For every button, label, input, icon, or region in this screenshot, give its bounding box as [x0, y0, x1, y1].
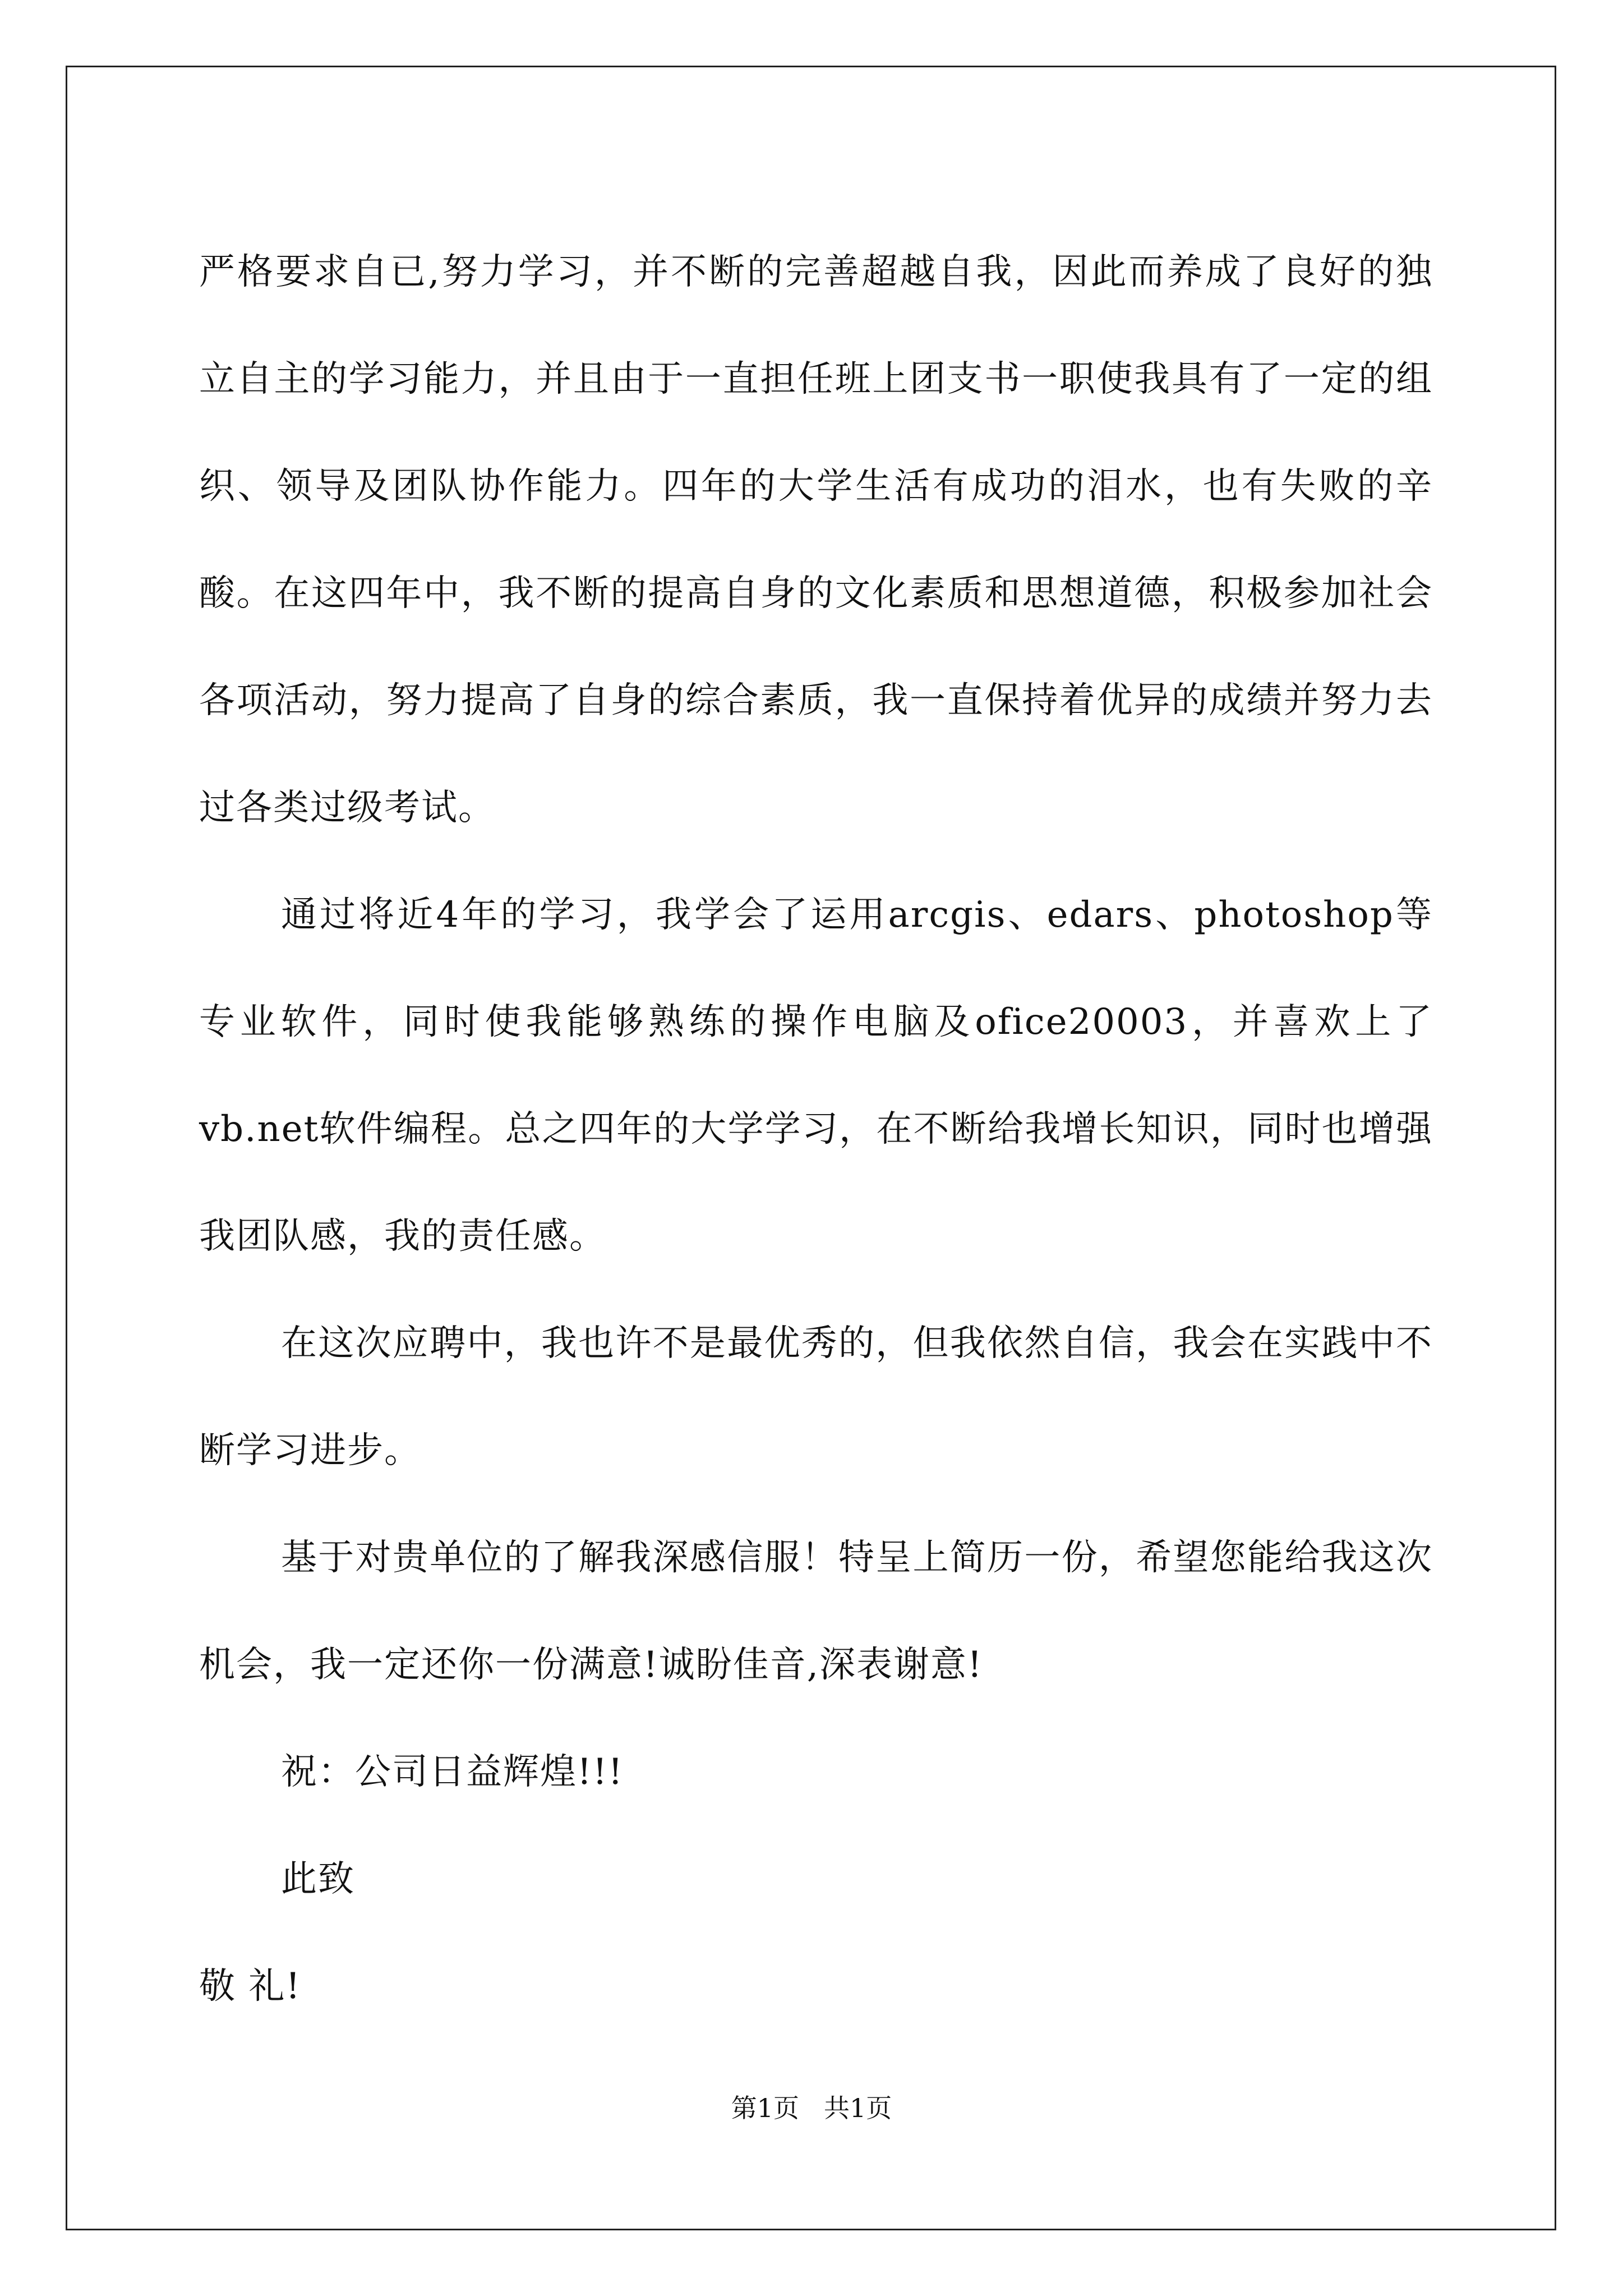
paragraph-salutation: 敬 礼!: [199, 1966, 302, 2007]
page-footer: [0, 2091, 1623, 2125]
page-number: 第1页: [731, 2093, 800, 2123]
document-body: [199, 219, 1433, 2040]
paragraph-application-confidence: 在这次应聘中，我也许不是最优秀的，但我依然自信，我会在实践中不断学习进步。: [199, 1323, 1433, 1471]
paragraph-request-opportunity: 基于对贵单位的了解我深感信服！特呈上简历一份，希望您能给我这次机会，我一定还你一份满意!诚盼佳音,深表谢意!: [199, 1537, 1433, 1686]
paragraph-closing: 此致: [281, 1858, 355, 1900]
paragraph-software-skills: 通过将近4年的学习，我学会了运用arcgis、edars、photoshop等专业软件，同时使我能够熟练的操作电脑及ofice20003，并喜欢上了vb.net软件编程。总之四年的大学学习，在不断给我增长知识，同时也增强我团队感，我的责任感。: [199, 894, 1433, 1257]
page-total: 共1页: [823, 2093, 892, 2123]
paragraph-wishes: 祝：公司日益辉煌!!!: [281, 1751, 624, 1793]
paragraph-self-discipline: 严格要求自已,努力学习，并不断的完善超越自我，因此而养成了良好的独立自主的学习能力，并且由于一直担任班上团支书一职使我具有了一定的组织、领导及团队协作能力。四年的大学生活有成功的泪水，也有失败的辛酸。在这四年中，我不断的提高自身的文化素质和思想道德，积极参加社会各项活动，努力提高了自身的综合素质，我一直保持着优异的成绩并努力去过各类过级考试。: [199, 251, 1433, 829]
